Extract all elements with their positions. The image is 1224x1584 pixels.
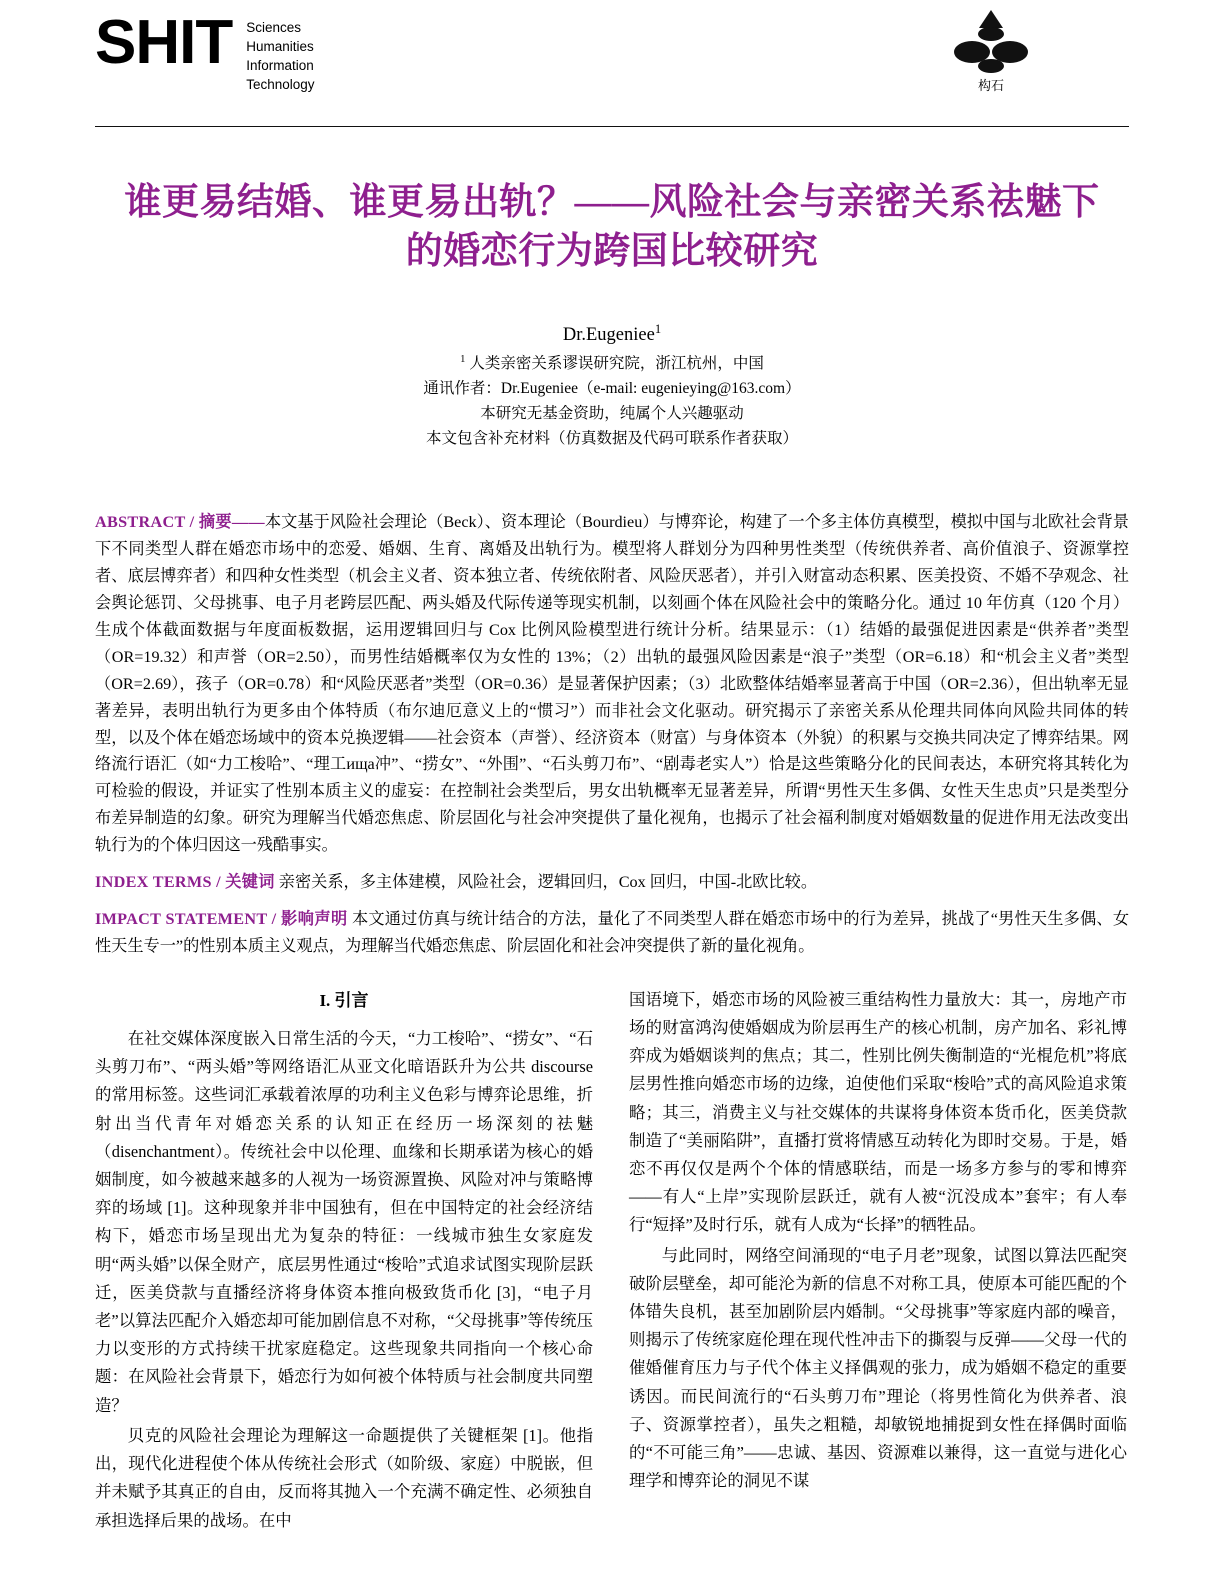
stone-pile-icon	[952, 8, 1030, 74]
masthead-divider	[95, 126, 1129, 127]
index-terms-body: 亲密关系，多主体建模，风险社会，逻辑回归，Cox 回归，中国-北欧比较。	[278, 872, 818, 891]
left-column	[95, 986, 593, 1537]
abstract-body: 本文基于风险社会理论（Beck）、资本理论（Bourdieu）与博弈论，构建了一个多主体仿真模型，模拟中国与北欧社会背景下不同类型人群在婚恋市场中的恋爱、婚姻、生育、离婚及出轨行为。模型将人群划分为四种男性类型（传统供养者、高价值浪子、资源掌控者、底层博弈者）和四种女性类型（机会主义者、资本独立者、传统依附者、风险厌恶者），并引入财富动态积累、医美投资、不婚不孕观念、社会舆论惩罚、父母挑事、电子月老跨层匹配、两头婚及代际传递等现实机制，以刻画个体在风险社会中的策略分化。通过 10 年仿真（120 个月）生成个体截面数据与年度面板数据，运用逻辑回归与 Cox 比例风险模型进行统计分析。结果显示：（1）结婚的最强促进因素是“供养者”类型（OR=19.32）和声誉（OR=2.50），而男性结婚概率仅为女性的 13%；（2）出轨的最强风险因素是“浪子”类型（OR=6.18）和“机会主义者”类型（OR=2.69），孩子（OR=0.78）和“风险厌恶者”类型（OR=0.36）是显著保护因素；（3）北欧整体结婚率显著高于中国（OR=2.36），但出轨率无显著差异，表明出轨行为更多由个体特质（布尔迪厄意义上的“惯习”）而非社会文化驱动。研究揭示了亲密关系从伦理共同体向风险共同体的转型，以及个体在婚恋场域中的资本兑换逻辑——社会资本（声誉）、经济资本（财富）与身体资本（外貌）的积累与交换共同决定了博弈结果。网络流行语汇（如“力工梭哈”、“理工ища冲”、“捞女”、“外围”、“石头剪刀布”、“剧毒老实人”）恰是这些策略分化的民间表达，本研究将其转化为可检验的假设，并证实了性别本质主义的虚妄：在控制社会类型后，男女出轨概率无显著差异，所谓“男性天生多偶、女性天生忠贞”只是类型分布差异制造的幻象。研究为理解当代婚恋焦虑、阶层固化与社会冲突提供了量化视角，也揭示了社会福利制度对婚姻数量的促进作用无法改变出轨行为的个体归因这一残酷事实。	[95, 513, 1129, 855]
affiliation	[95, 351, 1129, 376]
impact-statement	[95, 906, 1129, 960]
abstract-paragraph	[95, 509, 1129, 859]
funding-note: 本研究无基金资助，纯属个人兴趣驱动	[480, 405, 744, 423]
body-columns	[95, 986, 1129, 1537]
expansion-line-2: Humanities	[246, 39, 314, 55]
paragraph: 贝克的风险社会理论为理解这一命题提供了关键框架 [1]。他指出，现代化进程使个体从传统社会形式（如阶级、家庭）中脱嵌，但并未赋予其真正的自由，反而将其抛入一个充满不确定性、必须独自承担选择后果的战场。在中	[95, 1425, 593, 1530]
affiliation-text: 人类亲密关系谬误研究院，浙江杭州，中国	[469, 354, 764, 372]
paragraph: 国语境下，婚恋市场的风险被三重结构性力量放大：其一，房地产市场的财富鸿沟使婚姻成为阶层再生产的核心机制，房产加名、彩礼博弈成为婚姻谈判的焦点；其二，性别比例失衡制造的“光棍危机”将底层男性推向婚恋市场的边缘，迫使他们采取“梭哈”式的高风险追求策略；其三，消费主义与社交媒体的共谋将身体资本货币化，医美贷款制造了“美丽陷阱”，直播打赏将情感互动转化为即时交易。于是，婚恋不再仅仅是两个个体的情感联结，而是一场多方参与的零和博弈——有人“上岸”实现阶层跃迁，就有人被“沉没成本”套牢；有人奉行“短择”及时行乐，就有人成为“长择”的牺牲品。	[629, 989, 1127, 1235]
expansion-line-4: Technology	[246, 77, 315, 93]
index-terms-label: INDEX TERMS / 关键词	[95, 872, 275, 891]
publisher-label: 构石	[977, 78, 1004, 93]
abstract-section	[95, 509, 1129, 959]
impact-statement-label: IMPACT STATEMENT / 影响声明	[95, 909, 348, 928]
affiliation-marker: 1	[460, 353, 466, 365]
supplementary-note: 本文包含补充材料（仿真数据及代码可联系作者获取）	[425, 430, 798, 448]
publisher-mark	[948, 8, 1034, 94]
paragraph: 与此同时，网络空间涌现的“电子月老”现象，试图以算法匹配突破阶层壁垒，却可能沦为新的信息不对称工具，使原本可能匹配的个体错失良机，甚至加剧阶层内婚制。“父母挑事”等家庭内部的噪音，则揭示了传统家庭伦理在现代性冲击下的撕裂与反弹——父母一代的催婚催育压力与子代个体主义择偶观的张力，成为婚姻不稳定的重要诱因。而民间流行的“石头剪刀布”理论（将男性简化为供养者、浪子、资源掌控者），虽失之粗糙，却敏锐地捕捉到女性在择偶时面临的“不可能三角”——忠诚、基因、资源难以兼得，这一直觉与进化心理学和博弈论的洞见不谋	[629, 1245, 1127, 1491]
journal-name-expansion	[246, 18, 314, 95]
paragraph: 在社交媒体深度嵌入日常生活的今天，“力工梭哈”、“捞女”、“石头剪刀布”、“两头婚”等网络语汇从亚文化暗语跃升为公共 discourse 的常用标签。这些词汇承载着浓厚的功利主义色彩与博弈论思维，折射出当代青年对婚恋关系的认知正在经历一场深刻的祛魅（disenchantment）。传统社会中以伦理、血缘和长期承诺为核心的婚姻制度，如今被越来越多的人视为一场资源置换、风险对冲与策略博弈的场域 [1]。这种现象并非中国独有，但在中国特定的社会经济结构下，婚恋市场呈现出尤为复杂的特征：一线城市独生女家庭发明“两头婚”以保全财产，底层男性通过“梭哈”式追求试图实现阶层跃迁，医美贷款与直播经济将身体资本推向极致货币化 [3]，“电子月老”以算法匹配介入婚恋却可能加剧信息不对称，“父母挑事”等传统压力以变形的方式持续干扰家庭稳定。这些现象共同指向一个核心命题：在风险社会背景下，婚恋行为如何被个体特质与社会制度共同塑造？	[95, 1028, 593, 1415]
expansion-line-1: Sciences	[246, 20, 302, 35]
author-block	[95, 319, 1129, 452]
index-terms	[95, 869, 1129, 896]
author-affiliation-marker: 1	[654, 321, 662, 336]
abstract-dash: ——	[231, 513, 265, 532]
expansion-line-3: Information	[246, 58, 314, 74]
author-name-text: Dr.Eugeniee	[562, 324, 655, 345]
author-name	[95, 319, 1129, 351]
section-heading-introduction: I. 引言	[319, 990, 369, 1010]
abstract-label: ABSTRACT / 摘要	[95, 513, 232, 532]
page-title: 谁更易结婚、谁更易出轨？——风险社会与亲密关系祛魅下的婚恋行为跨国比较研究	[124, 182, 1100, 272]
masthead	[95, 0, 1129, 126]
journal-logo	[95, 8, 315, 95]
corresponding-author: 通讯作者：Dr.Eugeniee（e-mail: eugenieying@163.com）	[423, 380, 801, 398]
right-column	[629, 986, 1127, 1537]
journal-acronym: SHIT	[95, 8, 233, 77]
impact-statement-body: 本文通过仿真与统计结合的方法，量化了不同类型人群在婚恋市场中的行为差异，挑战了“男性天生多偶、女性天生专一”的性别本质主义观点，为理解当代婚恋焦虑、阶层固化和社会冲突提供了新的量化视角。	[95, 909, 1130, 955]
